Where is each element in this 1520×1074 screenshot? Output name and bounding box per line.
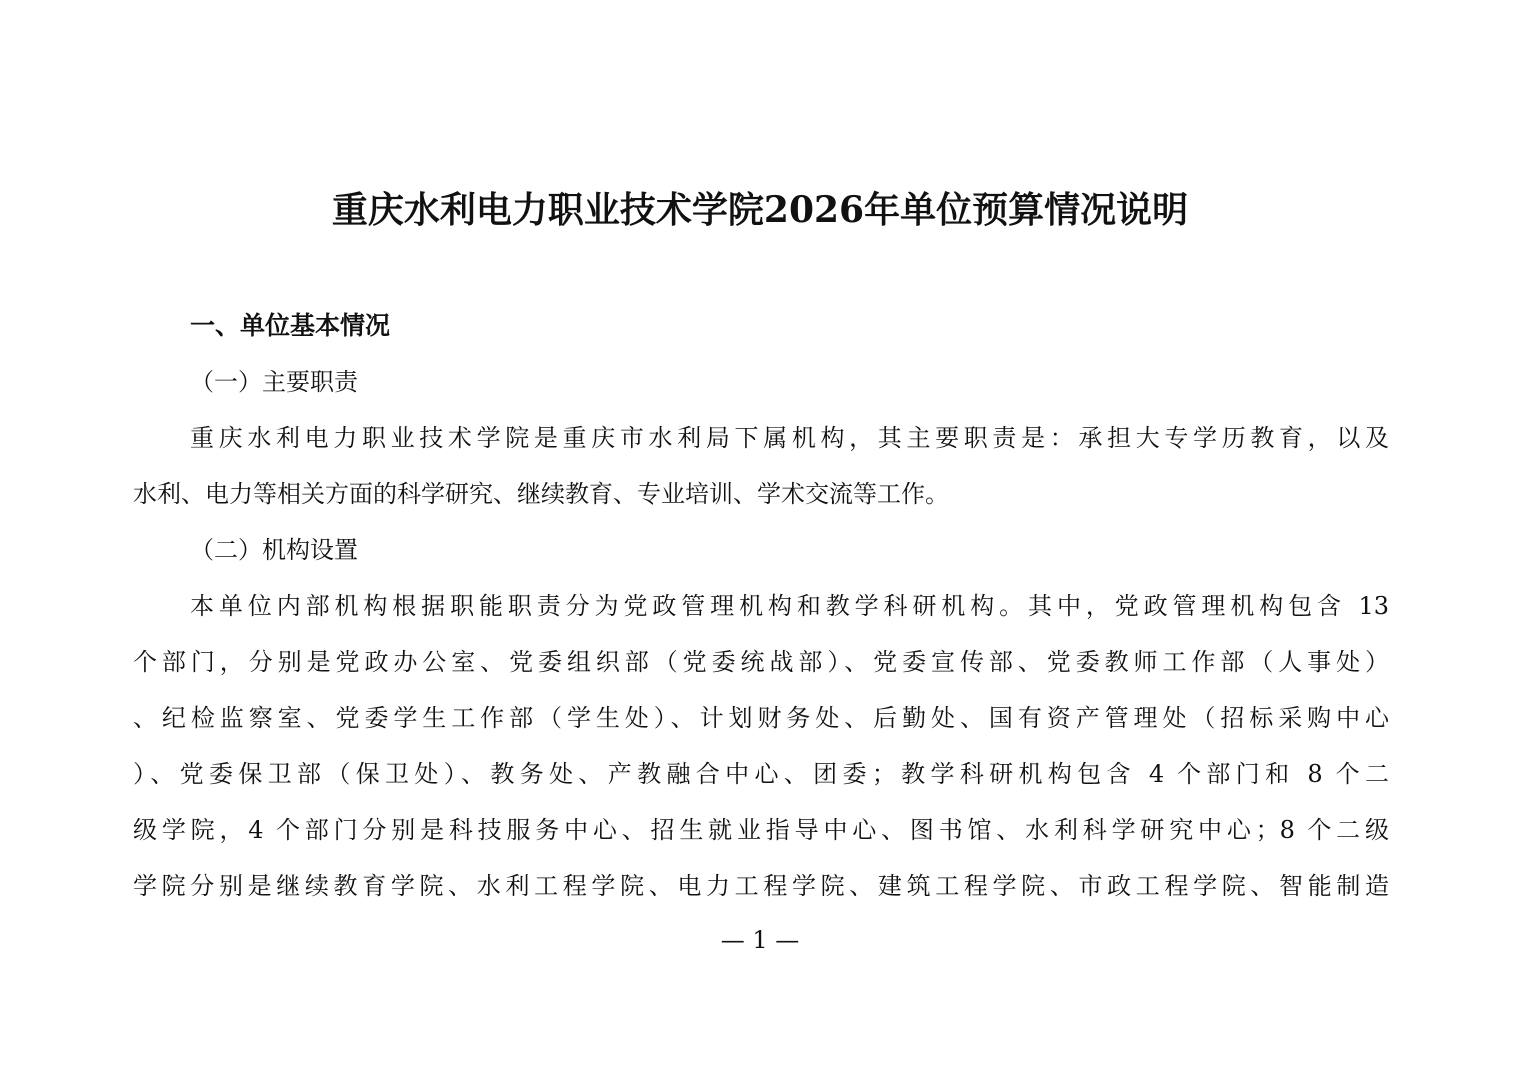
paragraph-line: 、纪检监察室、党委学生工作部（学生处）、计划财务处、后勤处、国有资产管理处（招标采购中心 bbox=[133, 704, 1389, 732]
document-body bbox=[133, 298, 1389, 914]
page-number: — 1 — bbox=[720, 926, 800, 954]
paragraph-line: 个部门，分别是党政办公室、党委组织部（党委统战部）、党委宣传部、党委教师工作部（人事处） bbox=[133, 648, 1389, 676]
paragraph-line: 水利、电力等相关方面的科学研究、继续教育、专业培训、学术交流等工作。 bbox=[133, 480, 949, 508]
document-title: 重庆水利电力职业技术学院2026年单位预算情况说明 bbox=[331, 189, 1189, 231]
paragraph-line: 级学院，4 个部门分别是科技服务中心、招生就业指导中心、图书馆、水利科学研究中心；8 个二级 bbox=[133, 816, 1389, 844]
section-heading-basic-info: 一、单位基本情况 bbox=[190, 311, 391, 340]
paragraph-line: 学院分别是继续教育学院、水利工程学院、电力工程学院、建筑工程学院、市政工程学院、智能制造 bbox=[133, 872, 1389, 900]
paragraph-line: 本单位内部机构根据职能职责分为党政管理机构和教学科研机构。其中，党政管理机构包含 13 bbox=[190, 592, 1389, 620]
subsection-heading-duties: （一）主要职责 bbox=[190, 368, 358, 396]
paragraph-line: ）、党委保卫部（保卫处）、教务处、产教融合中心、团委；教学科研机构包含 4 个部门和 8 个二 bbox=[133, 760, 1389, 788]
subsection-heading-organization: （二）机构设置 bbox=[190, 536, 358, 564]
paragraph-line: 重庆水利电力职业技术学院是重庆市水利局下属机构，其主要职责是：承担大专学历教育，以及 bbox=[190, 424, 1389, 452]
